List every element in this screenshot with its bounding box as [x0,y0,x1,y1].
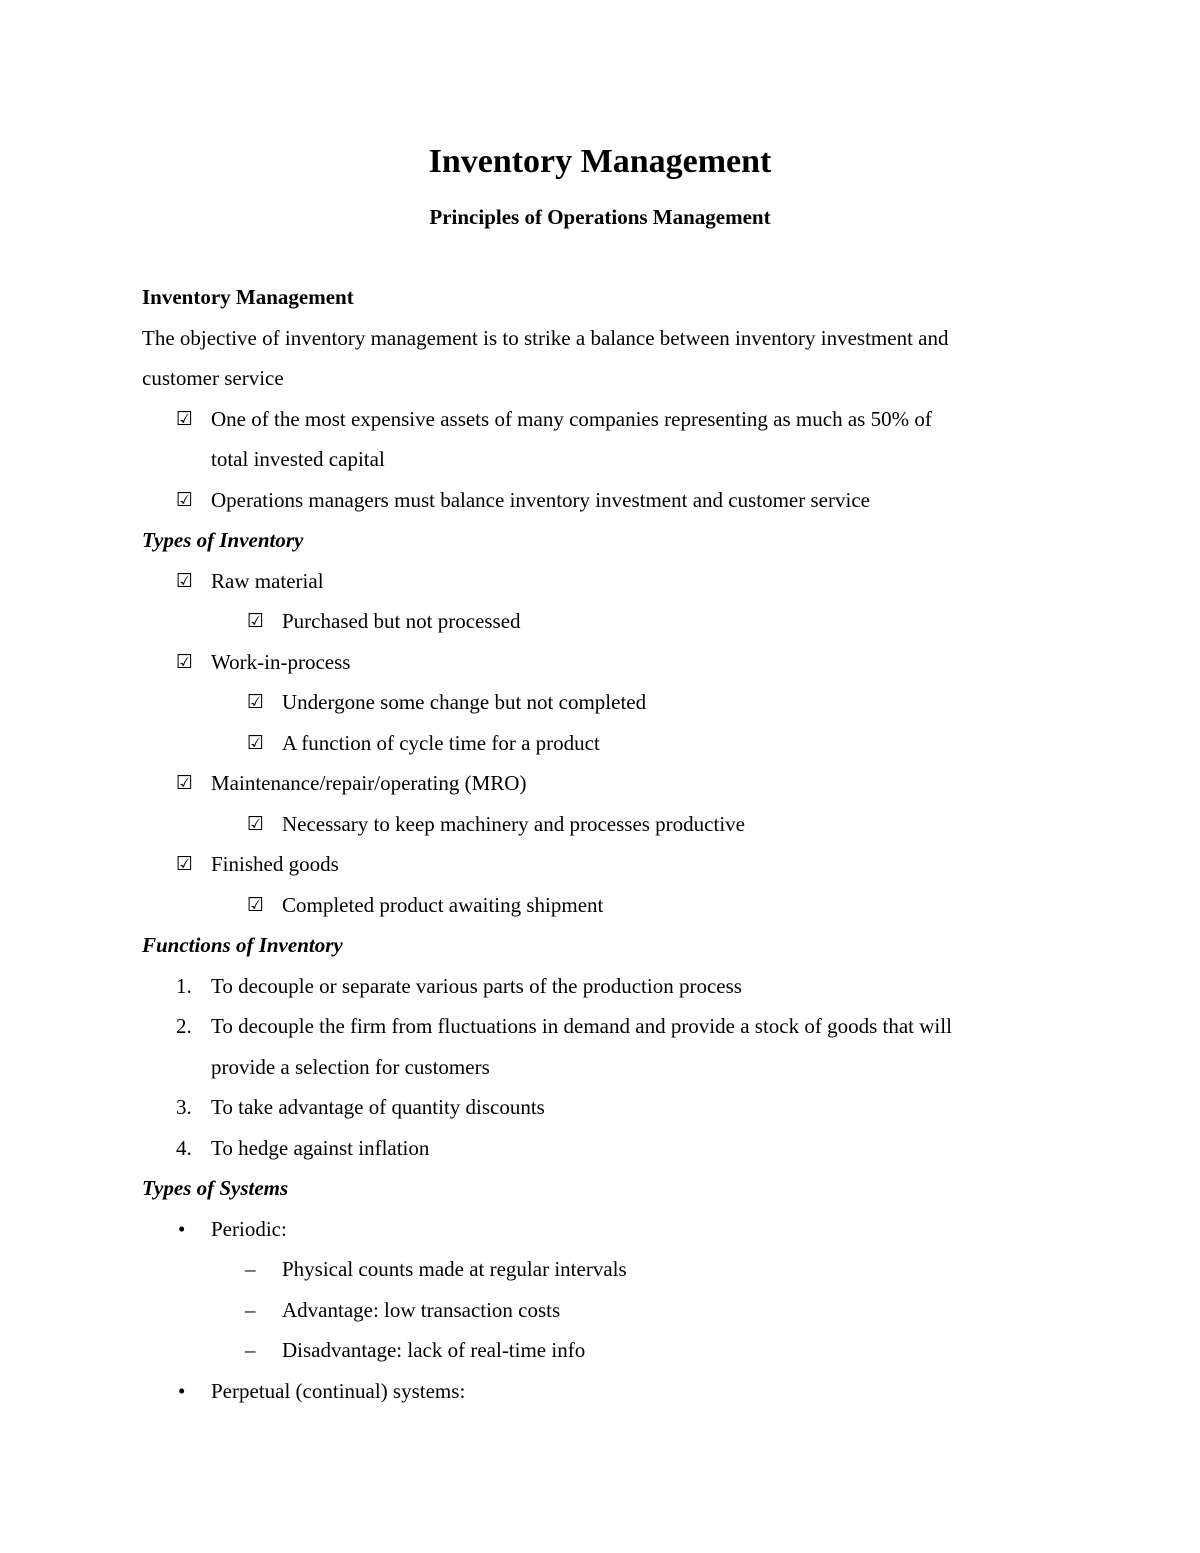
bullet-icon: • [178,1378,186,1403]
bullet-item-text: Perpetual (continual) systems: [211,1378,466,1403]
list-item [142,642,1062,683]
numbered-item-continuation [142,1047,1062,1088]
sub-list-item [142,885,1062,926]
numbered-item-text: To decouple the firm from fluctuations in demand and provide a stock of goods that will [211,1014,952,1038]
list-item-text: One of the most expensive assets of many companies representing as much as 50% of [211,406,932,431]
dash-icon: – [245,1297,256,1322]
checkbox-checked-icon: ☑ [247,610,265,632]
dash-icon: – [245,1338,256,1362]
list-item-text: Maintenance/repair/operating (MRO) [211,771,527,795]
section-heading: Inventory Management [142,285,354,309]
dash-item-text: Physical counts made at regular intervals [282,1257,627,1281]
list-item-text: Work-in-process [211,649,351,674]
sub-list-item [142,682,1062,723]
bullet-icon: • [178,1216,186,1241]
checkbox-checked-icon: ☑ [176,772,194,794]
numbered-item-text: provide a selection for customers [211,1054,490,1079]
list-item [142,480,1062,521]
document-title: Inventory Management [428,143,772,180]
item-number: 1. [176,973,192,998]
checkbox-checked-icon: ☑ [247,812,265,835]
sub-list-item [142,723,1062,764]
list-item-continuation [142,439,1062,480]
checkbox-checked-icon: ☑ [176,853,194,875]
checkbox-checked-icon: ☑ [247,893,265,916]
numbered-item-text: To hedge against inflation [211,1135,430,1160]
dash-icon: – [245,1257,256,1281]
checkbox-checked-icon: ☑ [247,731,265,754]
numbered-item [142,966,1062,1007]
numbered-item-text: To decouple or separate various parts of the production process [211,973,742,998]
numbered-item [142,1006,1062,1047]
numbered-item-text: To take advantage of quantity discounts [211,1095,545,1119]
sub-list-item-text: Completed product awaiting shipment [282,892,604,917]
dash-item [142,1330,1062,1371]
item-number: 4. [176,1135,192,1160]
checkbox-checked-icon: ☑ [176,488,194,511]
list-item [142,763,1062,804]
dash-item-text: Advantage: low transaction costs [282,1297,561,1322]
intro-paragraph-line: customer service [142,366,284,390]
list-item [142,399,1062,440]
sub-list-item-text: Purchased but not processed [282,609,521,633]
bullet-item [142,1371,1062,1412]
document-subtitle: Principles of Operations Management [429,205,771,229]
bullet-item [142,1209,1062,1250]
types-heading: Types of Inventory [142,528,304,552]
numbered-item [142,1128,1062,1169]
list-item [142,844,1062,885]
item-number: 2. [176,1014,192,1038]
checkbox-checked-icon: ☑ [247,691,265,713]
numbered-item [142,1087,1062,1128]
item-number: 3. [176,1095,192,1119]
bullet-item-text: Periodic: [211,1216,287,1241]
sub-list-item [142,804,1062,845]
sub-list-item-text: A function of cycle time for a product [282,730,600,755]
dash-item [142,1249,1062,1290]
sub-list-item-text: Necessary to keep machinery and processes productive [282,811,745,836]
list-item-text: total invested capital [211,447,385,471]
functions-heading: Functions of Inventory [142,933,343,957]
dash-item [142,1290,1062,1331]
list-item-text: Operations managers must balance inventory investment and customer service [211,487,870,512]
systems-heading: Types of Systems [142,1176,289,1200]
checkbox-checked-icon: ☑ [176,569,194,592]
checkbox-checked-icon: ☑ [176,650,194,673]
list-item [142,561,1062,602]
sub-list-item-text: Undergone some change but not completed [282,690,647,714]
checkbox-checked-icon: ☑ [176,407,194,430]
dash-item-text: Disadvantage: lack of real-time info [282,1338,586,1362]
intro-paragraph-line: The objective of inventory management is to strike a balance between inventory investment and [142,325,949,350]
document-body [142,277,1062,1411]
list-item-text: Finished goods [211,852,339,876]
sub-list-item [142,601,1062,642]
list-item-text: Raw material [211,568,324,593]
